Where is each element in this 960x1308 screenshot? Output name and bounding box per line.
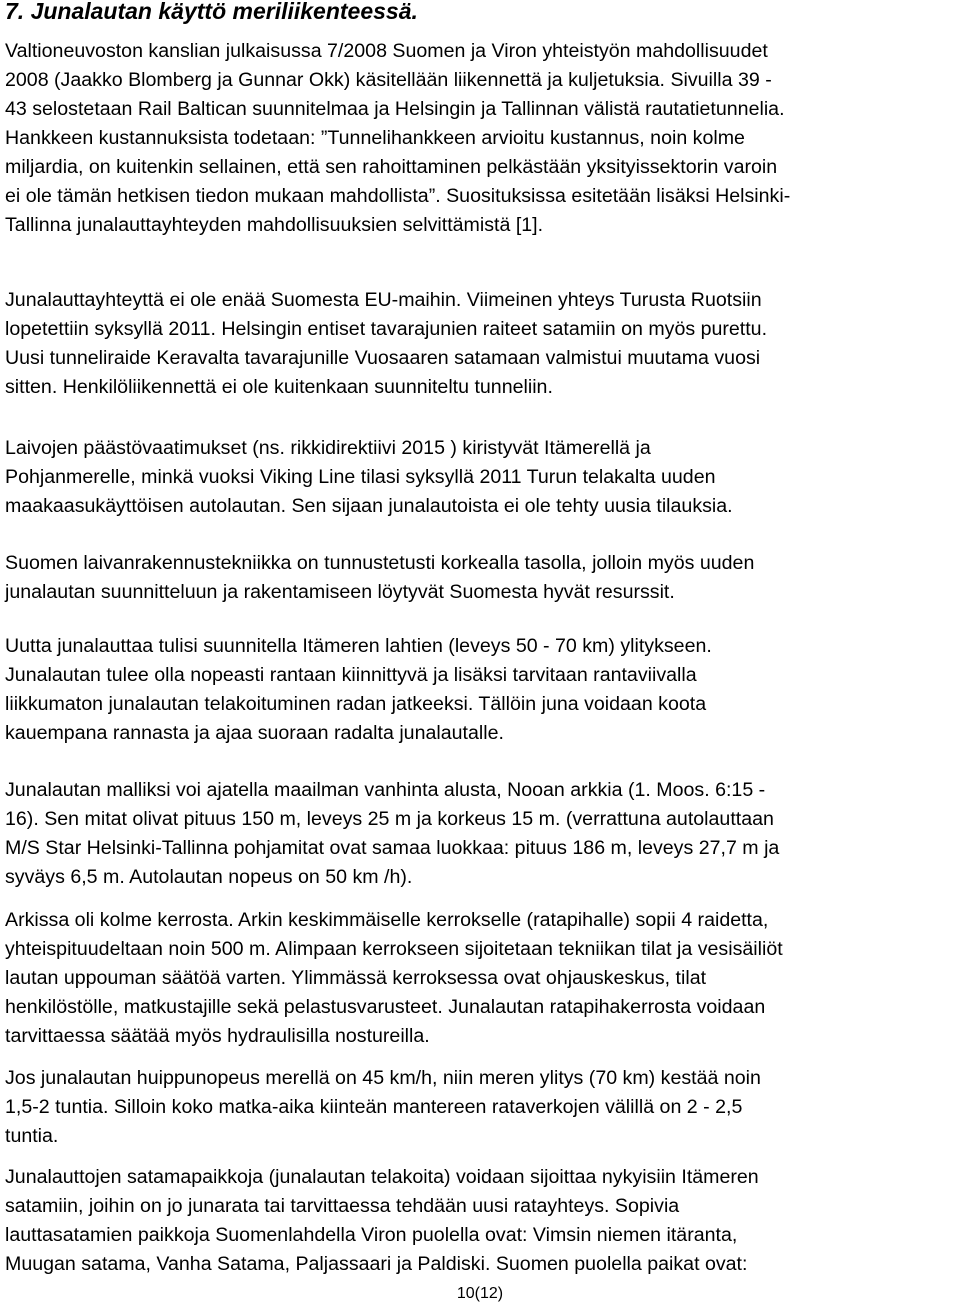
page-number: 10(12) (456, 1285, 504, 1302)
text-line: Junalauttayhteyttä ei ole enää Suomesta EU-maihin. Viimeinen yhteys Turusta Ruotsiin (5, 289, 762, 311)
paragraph-5 (5, 632, 955, 748)
text-line: kauempana rannasta ja ajaa suoraan radalta junalautalle. (5, 722, 504, 744)
text-line: Pohjanmerelle, minkä vuoksi Viking Line tilasi syksyllä 2011 Turun telakalta uuden (5, 466, 716, 488)
text-line: 2008 (Jaakko Blomberg ja Gunnar Okk) käsitellään liikennettä ja kuljetuksia. Sivuilla 39 - (5, 69, 772, 91)
text-line: Suomen laivanrakennustekniikka on tunnustetusti korkealla tasolla, jolloin myös uuden (5, 552, 755, 574)
text-line: henkilöstölle, matkustajille sekä pelastusvarusteet. Junalautan ratapihakerrosta voidaan (5, 996, 766, 1018)
text-line: Junalautan malliksi voi ajatella maailman vanhinta alusta, Nooan arkkia (1. Moos. 6:15 - (5, 779, 766, 801)
text-line: lauttasatamien paikkoja Suomenlahdella Viron puolella ovat: Vimsin niemen itäranta, (5, 1224, 738, 1246)
text-line: 1,5-2 tuntia. Silloin koko matka-aika kiinteän mantereen rataverkojen välillä on 2 - 2,5 (5, 1096, 743, 1118)
paragraph-7 (5, 906, 955, 1051)
text-line: Uutta junalauttaa tulisi suunnitella Itämeren lahtien (leveys 50 - 70 km) ylitykseen. (5, 635, 712, 657)
text-line: 43 selostetaan Rail Baltican suunnitelmaa ja Helsingin ja Tallinnan välistä rautatietunnelia. (5, 98, 785, 120)
text-line: maakaasukäyttöisen autolautan. Sen sijaan junalautoista ei ole tehty uusia tilauksia. (5, 495, 733, 517)
text-line: Muugan satama, Vanha Satama, Paljassaari ja Paldiski. Suomen puolella paikat ovat: (5, 1253, 748, 1275)
paragraph-3 (5, 434, 955, 521)
text-line: yhteispituudeltaan noin 500 m. Alimpaan kerrokseen sijoitetaan tekniikan tilat ja vesisäiliöt (5, 938, 783, 960)
text-line: lopetettiin syksyllä 2011. Helsingin entiset tavarajunien raiteet satamiin on myös purettu. (5, 318, 768, 340)
text-line: Junalauttojen satamapaikkoja (junalautan telakoita) voidaan sijoittaa nykyisiin Itämeren (5, 1166, 759, 1188)
text-line: Jos junalautan huippunopeus merellä on 45 km/h, niin meren ylitys (70 km) kestää noin (5, 1067, 761, 1089)
paragraph-1 (5, 37, 955, 240)
paragraph-6 (5, 776, 955, 892)
text-line: lautan uppouman säätöä varten. Ylimmässä kerroksessa ovat ohjauskeskus, tilat (5, 967, 707, 989)
paragraph-4 (5, 549, 955, 607)
text-line: ei ole tämän hetkisen tiedon mukaan mahdollista”. Suosituksissa esitetään lisäksi Helsinki- (5, 185, 791, 207)
text-line: Junalautan tulee olla nopeasti rantaan kiinnittyvä ja lisäksi tarvitaan rantaviivalla (5, 664, 697, 686)
text-line: miljardia, on kuitenkin sellainen, että sen rahoittaminen pelkästään yksityissektorin varoin (5, 156, 778, 178)
text-line: sitten. Henkilöliikennettä ei ole kuitenkaan suunniteltu tunneliin. (5, 376, 553, 398)
text-line: Uusi tunneliraide Keravalta tavarajunille Vuosaaren satamaan valmistui muutama vuosi (5, 347, 761, 369)
section-heading: 7. Junalautan käyttö meriliikenteessä. (5, 0, 418, 24)
text-line: liikkumaton junalautan telakoituminen radan jatkeeksi. Tällöin juna voidaan koota (5, 693, 707, 715)
text-line: tuntia. (5, 1125, 59, 1147)
paragraph-2 (5, 286, 955, 402)
text-line: Laivojen päästövaatimukset (ns. rikkidirektiivi 2015 ) kiristyvät Itämerellä ja (5, 437, 651, 459)
text-line: junalautan suunnitteluun ja rakentamiseen löytyvät Suomesta hyvät resurssit. (5, 581, 675, 603)
paragraph-9 (5, 1163, 955, 1279)
text-line: Tallinna junalauttayhteyden mahdollisuuksien selvittämistä [1]. (5, 214, 544, 236)
text-line: Valtioneuvoston kanslian julkaisussa 7/2008 Suomen ja Viron yhteistyön mahdollisuudet (5, 40, 768, 62)
text-line: 16). Sen mitat olivat pituus 150 m, leveys 25 m ja korkeus 15 m. (verrattuna autolauttaan (5, 808, 774, 830)
paragraph-8 (5, 1064, 955, 1151)
text-line: Hankkeen kustannuksista todetaan: ”Tunnelihankkeen arvioitu kustannus, noin kolme (5, 127, 745, 149)
text-line: Arkissa oli kolme kerrosta. Arkin keskimmäiselle kerrokselle (ratapihalle) sopii 4 raidetta, (5, 909, 769, 931)
text-line: satamiin, joihin on jo junarata tai tarvittaessa tehdään uusi ratayhteys. Sopivia (5, 1195, 680, 1217)
text-line: syväys 6,5 m. Autolautan nopeus on 50 km /h). (5, 866, 413, 888)
text-line: tarvittaessa säätää myös hydraulisilla nostureilla. (5, 1025, 430, 1047)
text-line: M/S Star Helsinki-Tallinna pohjamitat ovat samaa luokkaa: pituus 186 m, leveys 27,7 m ja (5, 837, 780, 859)
